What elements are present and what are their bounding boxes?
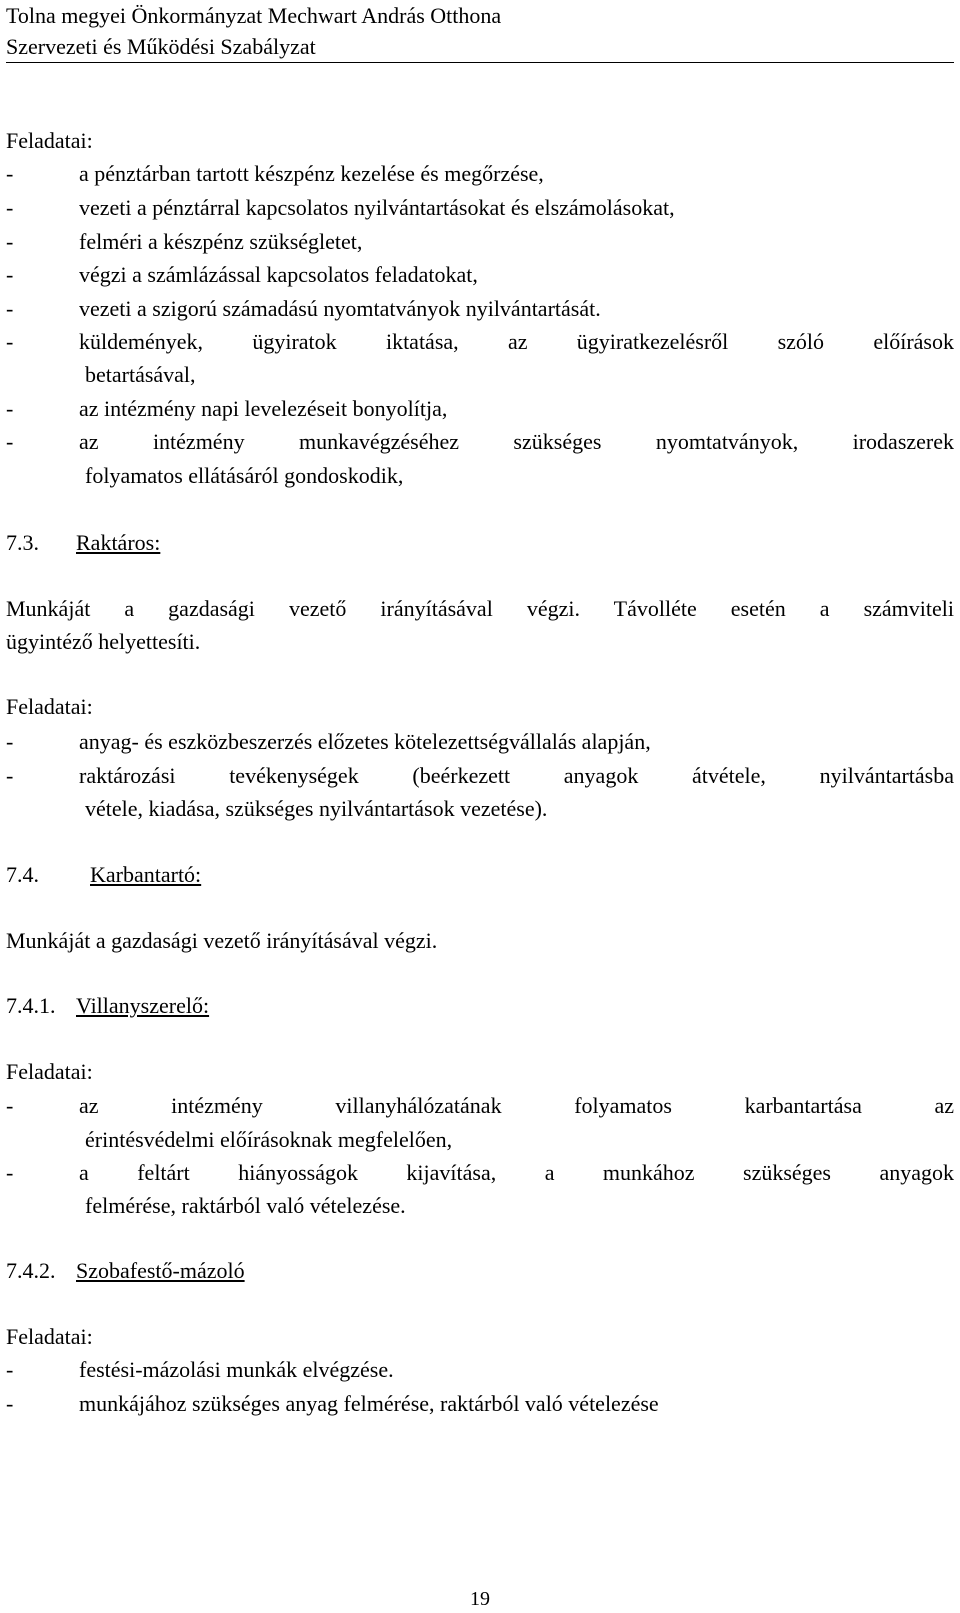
list-item-text: felméri a készpénz szükségletet, (79, 229, 363, 254)
list-item-text: végzi a számlázással kapcsolatos feladatokat, (79, 262, 478, 287)
list-item-text: munkájához szükséges anyag felmérése, raktárból való vételezése (79, 1391, 659, 1416)
tasks-label: Feladatai: (6, 694, 93, 719)
list-item-text: anyag- és eszközbeszerzés előzetes kötelezettségvállalás alapján, (79, 729, 651, 754)
section-number: 7.4.1. (6, 993, 56, 1018)
section-title: Szobafestő-mázoló (76, 1258, 245, 1283)
list-item-text: érintésvédelmi előírásoknak megfelelően, (85, 1127, 453, 1152)
bullet-dash: - (6, 229, 14, 254)
section-heading-7-4-1 (6, 993, 954, 1019)
list-item-text: felmérése, raktárból való vételezése. (85, 1193, 406, 1218)
section-number: 7.3. (6, 530, 39, 555)
bullet-dash: - (6, 1093, 14, 1118)
bullet-dash: - (6, 296, 14, 321)
list-item-text: az intézmény munkavégzéséhez szükséges nyomtatványok, irodaszerek (79, 429, 954, 454)
list-item-text: betartásával, (85, 362, 196, 387)
section-heading-7-4-2 (6, 1258, 954, 1284)
list-item-text: vétele, kiadása, szükséges nyilvántartások vezetése). (85, 796, 548, 821)
bullet-dash: - (6, 763, 14, 788)
bullet-dash: - (6, 1357, 14, 1382)
list-item-text: folyamatos ellátásáról gondoskodik, (85, 463, 404, 488)
tasks-label: Feladatai: (6, 1059, 93, 1084)
header-organization: Tolna megyei Önkormányzat Mechwart András Otthona (6, 3, 502, 28)
section-number: 7.4. (6, 862, 39, 887)
list-item-text: a feltárt hiányosságok kijavítása, a munkához szükséges anyagok (79, 1160, 954, 1185)
bullet-dash: - (6, 1160, 14, 1185)
section-title: Raktáros: (76, 530, 161, 555)
section-heading-7-4 (6, 862, 954, 888)
page-number: 19 (470, 1588, 490, 1610)
paragraph: ügyintéző helyettesíti. (6, 629, 201, 654)
section-heading-7-3 (6, 530, 954, 556)
list-item-text: festési-mázolási munkák elvégzése. (79, 1357, 394, 1382)
tasks-label: Feladatai: (6, 128, 93, 153)
list-item-text: vezeti a pénztárral kapcsolatos nyilvántartásokat és elszámolásokat, (79, 195, 675, 220)
list-item-text: vezeti a szigorú számadású nyomtatványok nyilvántartását. (79, 296, 601, 321)
bullet-dash: - (6, 429, 14, 454)
header-document-title: Szervezeti és Működési Szabályzat (6, 34, 316, 59)
list-item-text: küldemények, ügyiratok iktatása, az ügyiratkezelésről szóló előírások (79, 329, 954, 354)
section-title: Karbantartó: (90, 862, 202, 887)
list-item-text: a pénztárban tartott készpénz kezelése és megőrzése, (79, 161, 544, 186)
bullet-dash: - (6, 1391, 14, 1416)
list-item-text: raktározási tevékenységek (beérkezett anyagok átvétele, nyilvántartásba (79, 763, 954, 788)
bullet-dash: - (6, 729, 14, 754)
paragraph: Munkáját a gazdasági vezető irányításával végzi. (6, 928, 438, 953)
bullet-dash: - (6, 161, 14, 186)
paragraph: Munkáját a gazdasági vezető irányításával végzi. Távolléte esetén a számviteli (6, 596, 954, 621)
tasks-label: Feladatai: (6, 1324, 93, 1349)
bullet-dash: - (6, 195, 14, 220)
bullet-dash: - (6, 262, 14, 287)
list-item-text: az intézmény napi levelezéseit bonyolítja, (79, 396, 448, 421)
bullet-dash: - (6, 396, 14, 421)
page-header (6, 0, 954, 63)
bullet-dash: - (6, 329, 14, 354)
section-number: 7.4.2. (6, 1258, 56, 1283)
list-item-text: az intézmény villanyhálózatának folyamatos karbantartása az (79, 1093, 954, 1118)
section-title: Villanyszerelő: (76, 993, 210, 1018)
